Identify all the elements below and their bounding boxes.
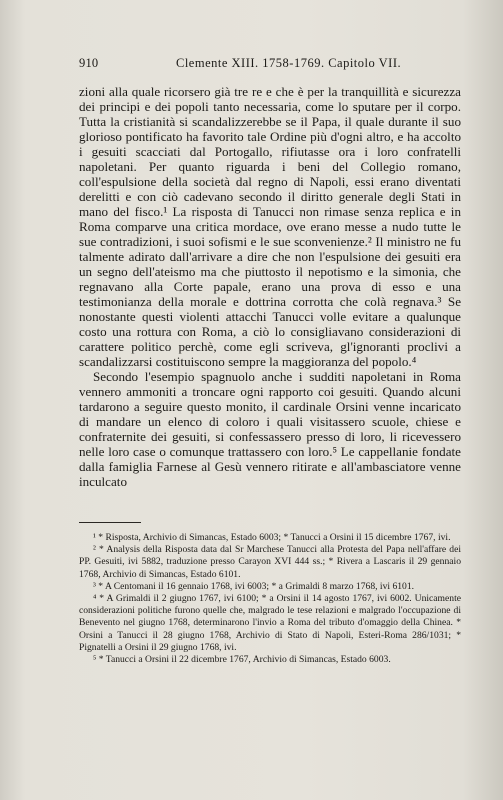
page-number: 910 <box>79 56 99 70</box>
footnote-2: ² * Analysis della Risposta data dal Sr Marchese Tanucci alla Protesta del Papa nell'affare dei PP. Gesuiti, ivi 5882, traduzione presso Carayon XVI 444 ss.; * Rivera a Lascaris il 29 gennaio 1768, Archivio di Simancas, Estado 6101. <box>79 544 461 580</box>
footnote-4: ⁴ * A Grimaldi il 2 giugno 1767, ivi 6100; * a Orsini il 14 agosto 1767, ivi 6002. Unicamente considerazioni politiche furono quelle che, malgrado le tese relazioni e malgrado l'occupazione di Benevento nel giugno 1768, determinarono l'invio a Roma del tributo d'omaggio della Chinea. * Orsini a Tanucci il 28 giugno 1768, Archivio di Stato di Napoli, Esteri-Roma 286/1031; * Pignatelli a Orsini il 29 giugno 1768, ivi. <box>79 593 461 653</box>
running-head: Clemente XIII. 1758-1769. Capitolo VII. <box>176 56 402 70</box>
footnote-1: ¹ * Risposta, Archivio di Simancas, Estado 6003; * Tanucci a Orsini il 15 dicembre 1767, ivi. <box>93 532 451 543</box>
page-header <box>79 56 455 72</box>
footnote-5: ⁵ * Tanucci a Orsini il 22 dicembre 1767, Archivio di Simancas, Estado 6003. <box>93 654 391 666</box>
body-paragraph-1: zioni alla quale ricorsero già tre re e che è per la tranquillità e sicurezza dei principi e dei popoli tanto necessaria, come lo sputare per il corpo. Tutta la cristianità si scandalizzerebbe se il Papa, il quale durante il suo glorioso pontificato ha favorito tale Ordine più d'ogni altro, e ha accolto i gesuiti scacciati dal Portogallo, rifiutasse ora i loro confratelli napoletani. Per quanto riguarda i beni del Collegio romano, coll'espulsione della società dal regno di Napoli, essi erano diventati derelitti e con ciò cadevano secondo il diritto generale degli Stati in mano del fisco.¹ La risposta di Tanucci non rimase senza replica e in Roma comparve una critica mordace, ove erano messe a nudo tutte le sue contradizioni, i suoi sofismi e le sue sconvenienze.² Il ministro ne fu talmente adirato dall'arrivare a dire che non l'espulsione dei gesuiti era un segno dell'ateismo ma che piuttosto il nepotismo e la simonia, che regnavano alla Corte papale, erano una prova di esso e una testimonianza della morale e dottrina corrotta che colà regnava.³ Se nonostante questi violenti attacchi Tanucci volle evitare a qualunque costo una rottura con Roma, a ciò lo consigliavano considerazioni di carattere politico perchè, come egli scriveva, gl'ignoranti proclivi a scandalizzarsi costituiscono sempre la maggioranza del popolo.⁴ <box>79 84 461 369</box>
body-text <box>79 84 461 489</box>
footnote-3: ³ * A Centomani il 16 gennaio 1768, ivi 6003; * a Grimaldi 8 marzo 1768, ivi 6101. <box>93 580 415 592</box>
footnote-divider <box>79 522 141 523</box>
footnotes <box>79 532 461 666</box>
body-paragraph-2: Secondo l'esempio spagnuolo anche i sudditi napoletani in Roma vennero ammoniti a troncare ogni rapporto coi gesuiti. Quando alcuni tardarono a seguire questo monito, il cardinale Orsini venne incaricato di mandare un elenco di coloro i quali visitassero scuole, chiese e confraternite dei gesuiti, si confessassero presso di loro, li ricevessero nelle loro case o comunque trattassero con loro.⁵ Le cappellanie fondate dalla famiglia Farnese al Gesù vennero ritirate e all'ambasciatore venne inculcato <box>79 369 461 489</box>
